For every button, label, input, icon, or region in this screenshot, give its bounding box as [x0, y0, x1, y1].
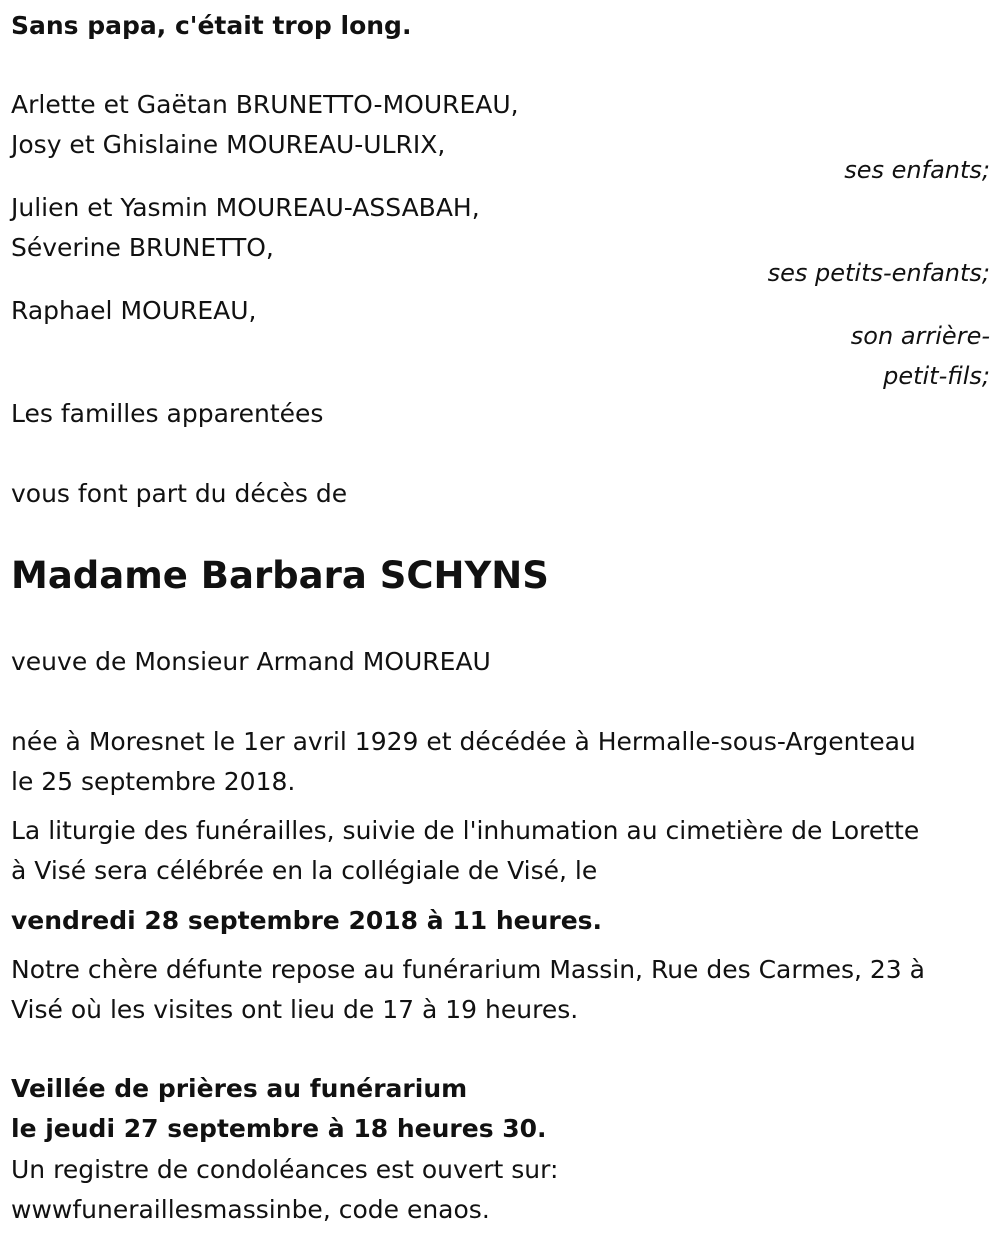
child-name-2: Josy et Ghislaine MOUREAU-ULRIX, — [11, 130, 446, 159]
widow-of-text: veuve de Monsieur Armand MOUREAU — [11, 647, 491, 676]
families-text: Les familles apparentées — [11, 399, 324, 428]
children-role: ses enfants; — [844, 156, 990, 184]
liturgy-date: vendredi 28 septembre 2018 à 11 heures. — [11, 906, 603, 935]
grandchild-name-2: Séverine BRUNETTO, — [11, 233, 274, 262]
grandchildren-role: ses petits-enfants; — [767, 259, 990, 287]
great-grandchild-role-line2: petit-fils; — [883, 362, 990, 390]
great-grandchild-name: Raphael MOUREAU, — [11, 296, 257, 325]
liturgy-line2: à Visé sera célébrée en la collégiale de Visé, le — [11, 856, 598, 885]
rest-line1: Notre chère défunte repose au funérarium Massin, Rue des Carmes, 23 à — [11, 955, 925, 984]
birth-death-line2: le 25 septembre 2018. — [11, 767, 296, 796]
announcement-text: vous font part du décès de — [11, 479, 348, 508]
rest-line2: Visé où les visites ont lieu de 17 à 19 heures. — [11, 995, 579, 1024]
condolences-line1: Un registre de condoléances est ouvert sur: — [11, 1155, 559, 1184]
birth-death-line1: née à Moresnet le 1er avril 1929 et décédée à Hermalle-sous-Argenteau — [11, 727, 916, 756]
vigil-line2: le jeudi 27 septembre à 18 heures 30. — [11, 1114, 547, 1143]
great-grandchild-role-line1: son arrière- — [850, 322, 990, 350]
intro-text: Sans papa, c'était trop long. — [11, 11, 412, 40]
child-name-1: Arlette et Gaëtan BRUNETTO-MOUREAU, — [11, 90, 519, 119]
liturgy-line1: La liturgie des funérailles, suivie de l'inhumation au cimetière de Lorette — [11, 816, 920, 845]
grandchild-name-1: Julien et Yasmin MOUREAU-ASSABAH, — [11, 193, 480, 222]
vigil-line1: Veillée de prières au funérarium — [11, 1074, 468, 1103]
condolences-line2: wwwfuneraillesmassinbe, code enaos. — [11, 1195, 490, 1224]
deceased-name: Madame Barbara SCHYNS — [11, 554, 549, 597]
